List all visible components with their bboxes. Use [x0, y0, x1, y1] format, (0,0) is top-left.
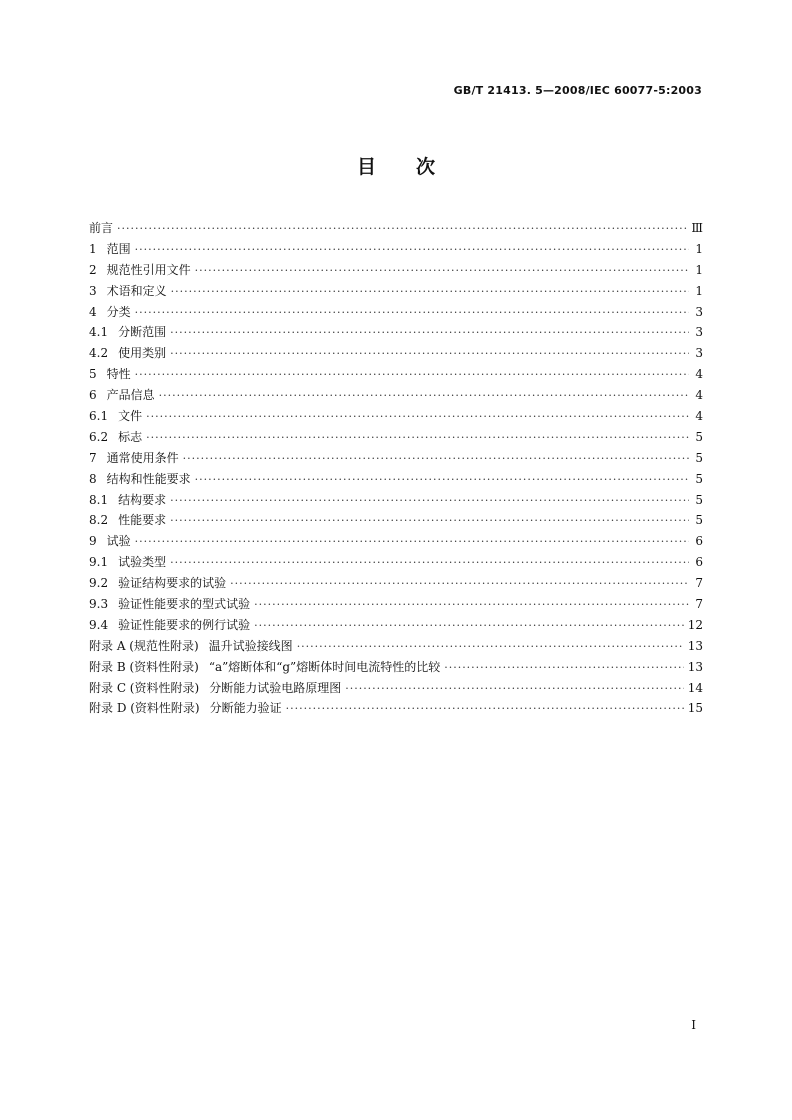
toc-dot-leader	[170, 344, 689, 365]
toc-entry[interactable]	[89, 510, 703, 531]
toc-dot-leader	[286, 699, 684, 720]
toc-dot-leader	[170, 553, 689, 574]
toc-entry-page: 5	[695, 513, 703, 528]
toc-dot-leader	[444, 658, 684, 679]
toc-entry[interactable]	[89, 364, 703, 385]
toc-entry-number: 附录 D (资料性附录)	[89, 701, 200, 716]
toc-entry[interactable]	[89, 343, 703, 364]
toc-entry-title: 产品信息	[106, 388, 155, 403]
toc-entry-number: 附录 C (资料性附录)	[89, 680, 200, 695]
toc-entry-number: 9.2	[89, 576, 109, 591]
toc-entry-number: 1	[89, 241, 97, 256]
toc-entry-number: 附录 A (规范性附录)	[89, 638, 199, 653]
toc-entry-page: 4	[695, 367, 703, 382]
toc-dot-leader	[230, 574, 689, 595]
toc-entry-page: 6	[695, 555, 703, 570]
toc-entry[interactable]	[89, 260, 703, 281]
toc-entry[interactable]	[89, 698, 703, 719]
toc-entry-title: 分断能力验证	[209, 701, 282, 716]
toc-dot-leader	[135, 240, 689, 261]
toc-entry-number: 6	[89, 388, 97, 403]
toc-entry-title: 规范性引用文件	[106, 262, 191, 277]
toc-dot-leader	[254, 616, 684, 637]
toc-entry-number: 4.1	[89, 325, 109, 340]
toc-dot-leader	[183, 449, 689, 470]
toc-entry-page: 3	[695, 325, 703, 340]
toc-entry[interactable]	[89, 218, 703, 239]
toc-entry-page: 4	[695, 388, 703, 403]
toc-entry-title: 验证结构要求的试验	[118, 576, 227, 591]
toc-entry-title: 试验	[106, 534, 131, 549]
toc-entry-page: 5	[695, 450, 703, 465]
toc-entry-title: 文件	[118, 409, 143, 424]
toc-entry-page: 5	[695, 429, 703, 444]
toc-entry[interactable]	[89, 385, 703, 406]
toc-entry-title: 通常使用条件	[106, 450, 179, 465]
toc-entry-number: 9.3	[89, 597, 109, 612]
toc-entry-title: 结构要求	[118, 492, 167, 507]
toc-entry-title: 分断范围	[118, 325, 167, 340]
toc-entry-page: 14	[687, 680, 703, 695]
toc-entry-page: 15	[687, 701, 703, 716]
toc-entry[interactable]	[89, 615, 703, 636]
toc-entry-page: 3	[695, 346, 703, 361]
toc-entry-number: 6.1	[89, 409, 109, 424]
toc-entry[interactable]	[89, 531, 703, 552]
toc-entry[interactable]	[89, 281, 703, 302]
toc-entry-page: 1	[695, 262, 703, 277]
toc-entry-title: 特性	[106, 367, 131, 382]
toc-entry[interactable]	[89, 594, 703, 615]
toc-entry-page: 5	[695, 492, 703, 507]
toc-entry[interactable]	[89, 657, 703, 678]
toc-entry-number: 8.2	[89, 513, 109, 528]
toc-entry-page: 3	[695, 304, 703, 319]
toc-entry-number: 9.4	[89, 617, 109, 632]
toc-entry-title: “a”熔断体和“g”熔断体时间电流特性的比较	[208, 659, 441, 674]
toc-dot-leader	[170, 491, 689, 512]
toc-entry-page: 4	[695, 409, 703, 424]
toc-dot-leader	[135, 303, 689, 324]
toc-entry-page: Ⅲ	[691, 221, 703, 235]
toc-entry-page: 1	[695, 283, 703, 298]
toc-entry[interactable]	[89, 490, 703, 511]
toc-entry[interactable]	[89, 427, 703, 448]
toc-dot-leader	[170, 511, 689, 532]
toc-dot-leader	[171, 282, 689, 303]
toc-dot-leader	[297, 637, 684, 658]
toc-entry-page: 6	[695, 534, 703, 549]
toc-dot-leader	[159, 386, 689, 407]
toc-entry[interactable]	[89, 678, 703, 699]
toc-dot-leader	[146, 407, 689, 428]
toc-entry-number: 7	[89, 450, 97, 465]
toc-entry-title: 标志	[118, 429, 143, 444]
toc-entry-number: 5	[89, 367, 97, 382]
toc-entry[interactable]	[89, 406, 703, 427]
standard-code: GB/T 21413. 5—2008/IEC 60077-5:2003	[453, 84, 702, 97]
toc-dot-leader	[345, 679, 684, 700]
toc-entry-number: 9	[89, 534, 97, 549]
toc-entry-page: 5	[695, 471, 703, 486]
toc-entry-number: 3	[89, 283, 97, 298]
toc-entry-page: 7	[695, 597, 703, 612]
toc-entry[interactable]	[89, 448, 703, 469]
toc-dot-leader	[170, 323, 689, 344]
toc-entry-title: 性能要求	[118, 513, 167, 528]
toc-entry-title: 结构和性能要求	[106, 471, 191, 486]
toc-dot-leader	[195, 470, 689, 491]
toc-entry[interactable]	[89, 552, 703, 573]
page-number: I	[691, 1018, 696, 1032]
toc-entry-title: 前言	[89, 221, 114, 235]
toc-entry-page: 1	[695, 241, 703, 256]
toc-entry-number: 4.2	[89, 346, 109, 361]
toc-entry[interactable]	[89, 239, 703, 260]
toc-entry[interactable]	[89, 302, 703, 323]
toc-entry-title: 术语和定义	[106, 283, 167, 298]
page-title: 目次	[356, 156, 475, 178]
toc-entry-title: 分断能力试验电路原理图	[209, 680, 342, 695]
toc-entry-page: 12	[687, 617, 703, 632]
toc-entry[interactable]	[89, 636, 703, 657]
toc-entry-number: 6.2	[89, 429, 109, 444]
toc-entry-page: 13	[687, 638, 703, 653]
table-of-contents	[89, 218, 703, 719]
toc-dot-leader	[135, 532, 689, 553]
toc-entry-title: 使用类别	[118, 346, 167, 361]
toc-entry-number: 8.1	[89, 492, 109, 507]
toc-entry-number: 2	[89, 262, 97, 277]
toc-dot-leader	[146, 428, 689, 449]
toc-entry-number: 附录 B (资料性附录)	[89, 659, 199, 674]
toc-entry-number: 4	[89, 304, 97, 319]
toc-entry-title: 验证性能要求的例行试验	[118, 617, 251, 632]
toc-dot-leader	[117, 219, 687, 240]
toc-entry-title: 分类	[106, 304, 131, 319]
toc-entry-title: 范围	[106, 241, 131, 256]
toc-entry-title: 验证性能要求的型式试验	[118, 597, 251, 612]
toc-entry[interactable]	[89, 322, 703, 343]
toc-entry-number: 9.1	[89, 555, 109, 570]
toc-dot-leader	[195, 261, 689, 282]
toc-entry[interactable]	[89, 573, 703, 594]
toc-entry-title: 温升试验接线图	[208, 638, 293, 653]
toc-entry-title: 试验类型	[118, 555, 167, 570]
toc-entry[interactable]	[89, 469, 703, 490]
toc-entry-page: 13	[687, 659, 703, 674]
toc-entry-number: 8	[89, 471, 97, 486]
toc-entry-page: 7	[695, 576, 703, 591]
toc-dot-leader	[135, 365, 689, 386]
toc-dot-leader	[254, 595, 689, 616]
